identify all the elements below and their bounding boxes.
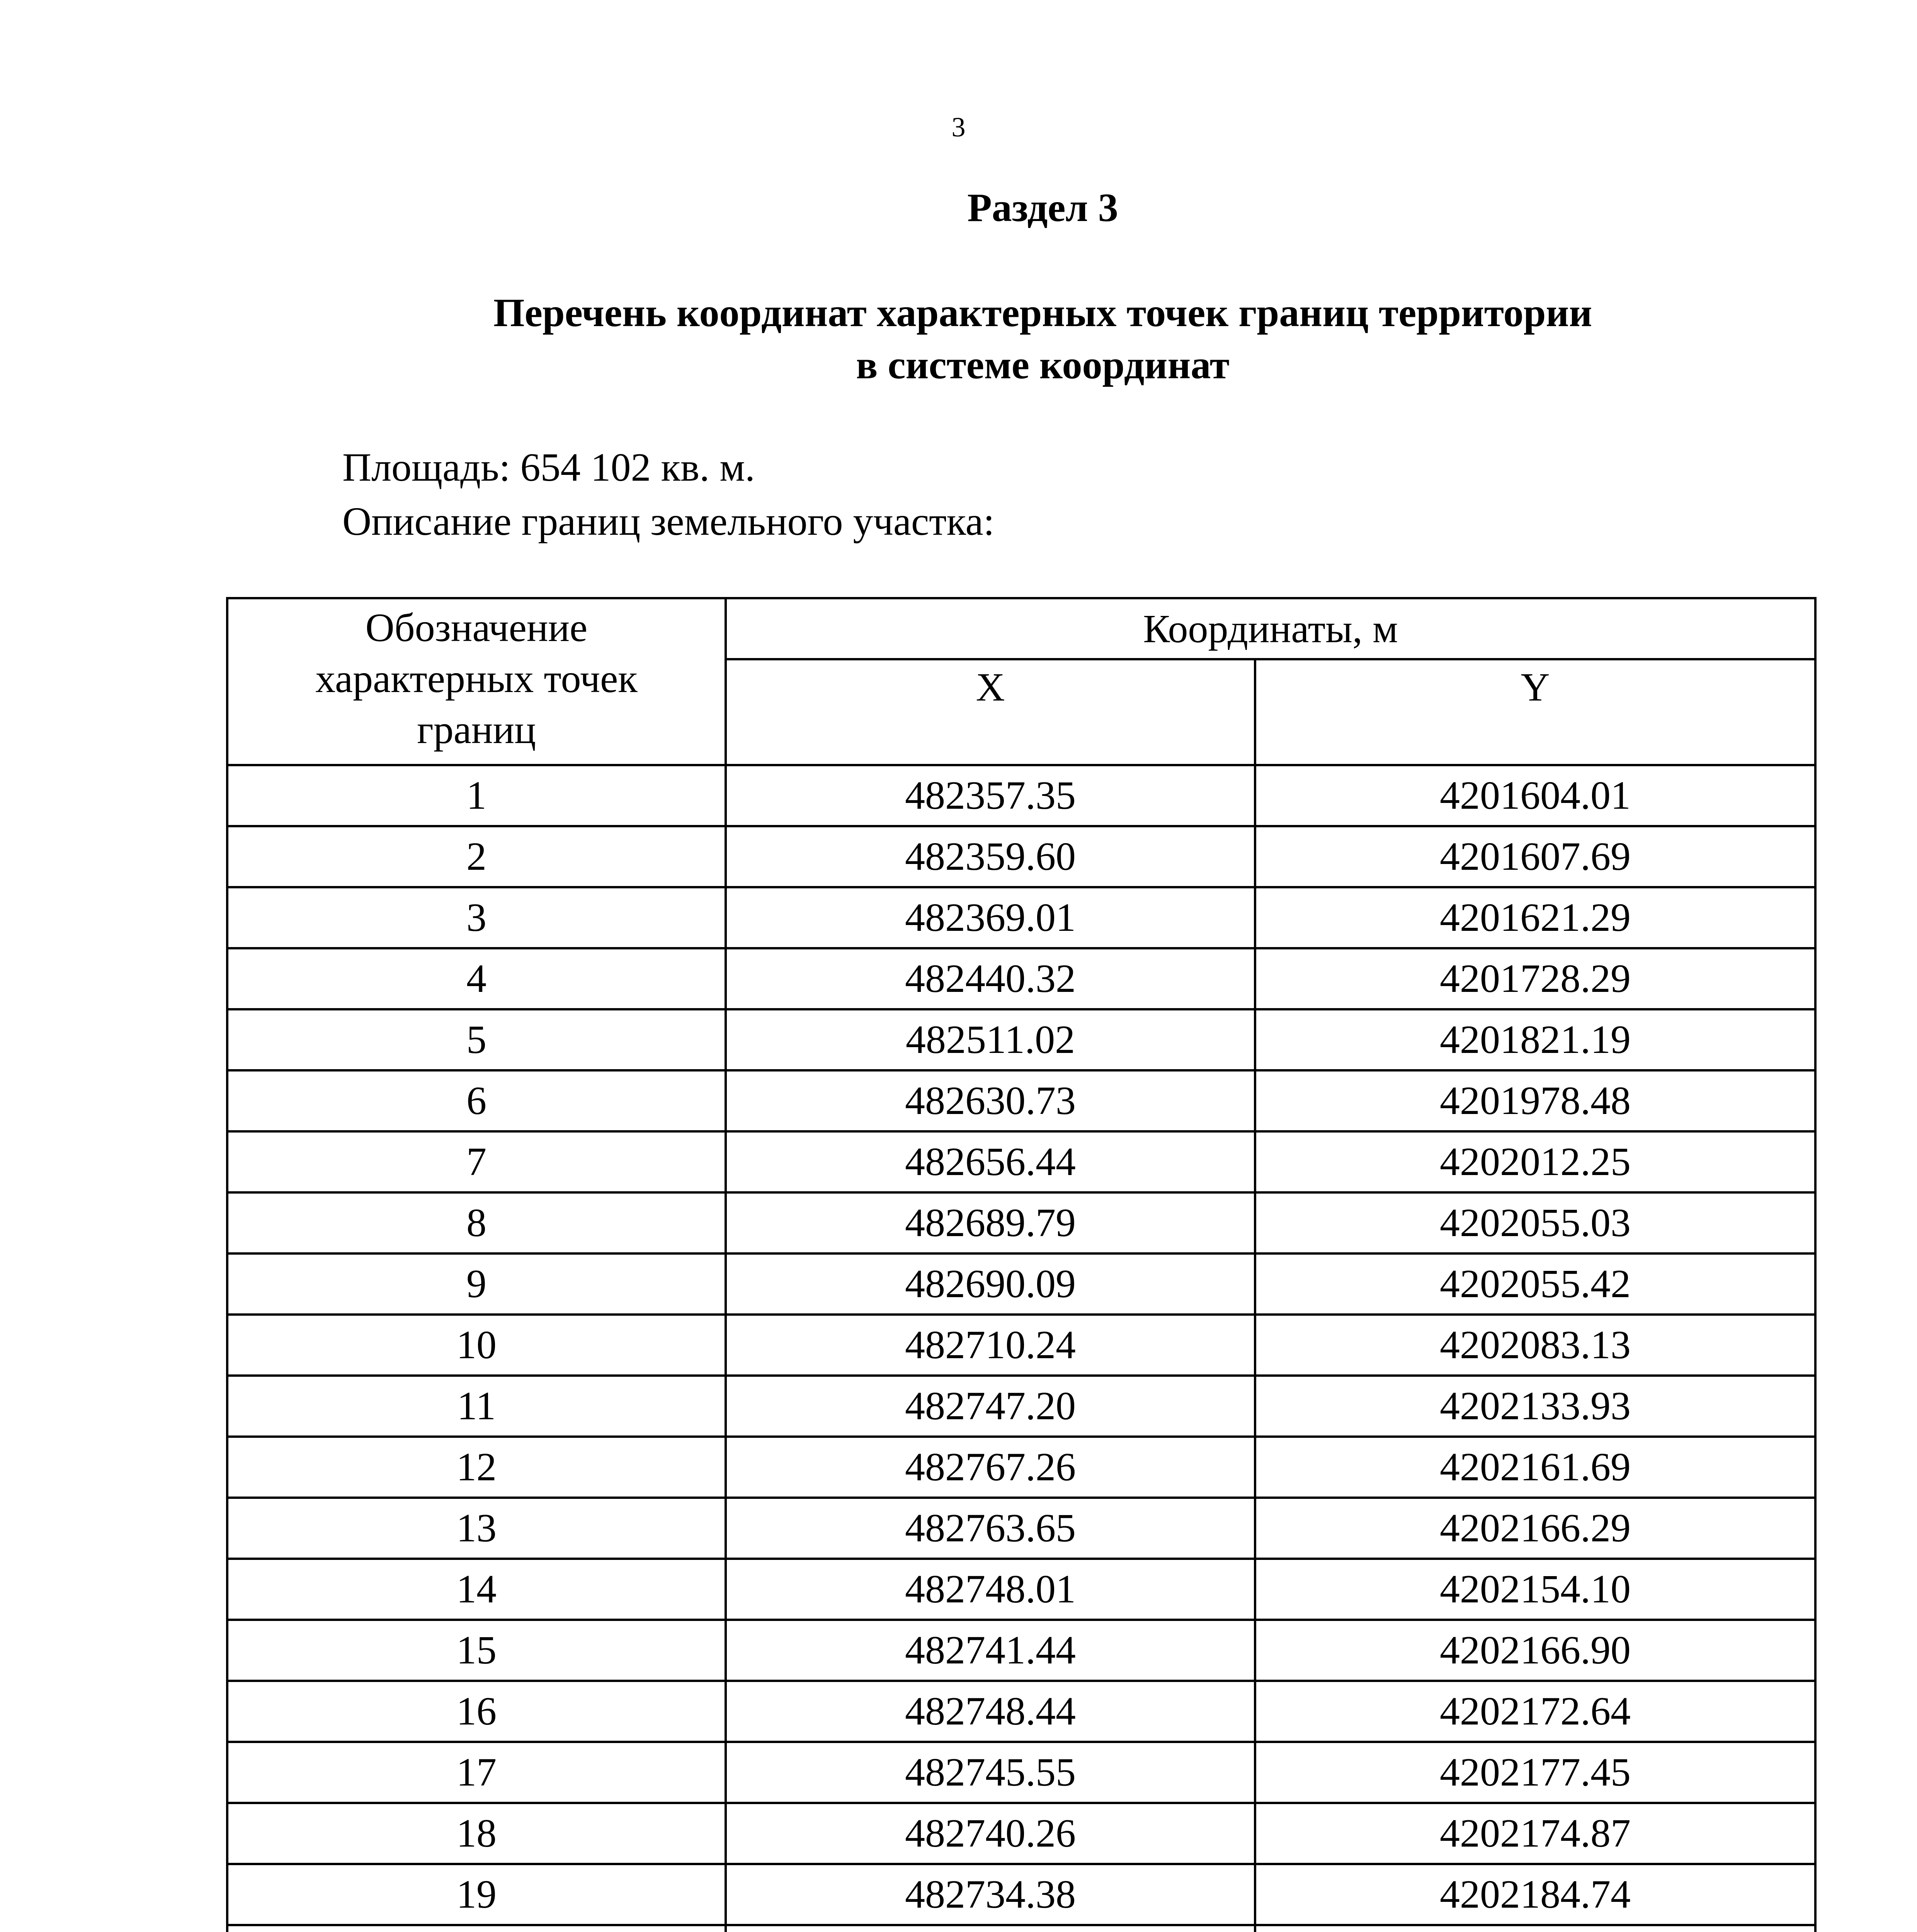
point-number-cell: 4 [227,948,726,1009]
coordinates-header: Координаты, м [726,598,1815,659]
x-coordinate-cell: 482767.26 [726,1437,1255,1498]
point-number-cell: 7 [227,1131,726,1192]
y-coordinate-cell: 4201604.01 [1255,765,1815,826]
table-row [227,765,1815,826]
y-coordinate-cell: 4202184.74 [1255,1864,1815,1925]
point-number-cell: 1 [227,765,726,826]
table-row [227,1070,1815,1131]
table-row [227,1498,1815,1559]
y-coordinate-cell: 4202012.25 [1255,1131,1815,1192]
table-row [227,826,1815,887]
table-row [227,1803,1815,1864]
point-number-cell: 11 [227,1376,726,1437]
point-number-cell: 12 [227,1437,726,1498]
document-subtitle [84,287,1917,391]
y-coordinate-cell: 4202177.45 [1255,1742,1815,1803]
x-column-header: X [726,659,1255,765]
table-row [227,1620,1815,1681]
y-coordinate-cell: 4201607.69 [1255,826,1815,887]
y-coordinate-cell: 4201621.29 [1255,887,1815,948]
table-header [227,598,1815,765]
x-coordinate-cell: 482748.01 [726,1559,1255,1620]
table-row [227,1009,1815,1070]
point-number-cell: 6 [227,1070,726,1131]
x-coordinate-cell: 482741.44 [726,1620,1255,1681]
x-coordinate-cell: 482747.20 [726,1376,1255,1437]
y-coordinate-cell: 4202055.03 [1255,1192,1815,1253]
x-coordinate-cell: 482690.09 [726,1253,1255,1315]
y-coordinate-cell: 4201728.29 [1255,948,1815,1009]
point-number-cell: 15 [227,1620,726,1681]
table-row [227,1742,1815,1803]
y-coordinate-cell: 4202083.13 [1255,1315,1815,1376]
point-designation-header [227,598,726,765]
point-number-cell: 18 [227,1803,726,1864]
y-coordinate-cell: 4201978.48 [1255,1070,1815,1131]
x-coordinate-cell: 482689.79 [726,1192,1255,1253]
y-coordinate-cell: 4202172.64 [1255,1681,1815,1742]
y-coordinate-cell: 4202166.90 [1255,1620,1815,1681]
y-coordinate-cell: 4202166.29 [1255,1498,1815,1559]
point-number-cell: 8 [227,1192,726,1253]
point-designation-header-line-3: границ [417,707,536,752]
y-coordinate-cell [1255,1925,1815,1932]
page-number: 3 [951,112,966,143]
table-row [227,1192,1815,1253]
point-number-cell: 2 [227,826,726,887]
section-title: Раздел 3 [967,185,1118,230]
y-coordinate-cell: 4202154.10 [1255,1559,1815,1620]
table-row [227,948,1815,1009]
point-designation-header-line-1: Обозначение [365,605,588,650]
table-row [227,1925,1815,1932]
table-row [227,1864,1815,1925]
y-column-header: Y [1255,659,1815,765]
x-coordinate-cell: 482748.44 [726,1681,1255,1742]
x-coordinate-cell: 482734.38 [726,1864,1255,1925]
y-coordinate-cell: 4202174.87 [1255,1803,1815,1864]
table-row [227,1681,1815,1742]
area-text: Площадь: 654 102 кв. м. [342,445,755,490]
point-number-cell: 19 [227,1864,726,1925]
point-number-cell: 13 [227,1498,726,1559]
x-coordinate-cell: 482763.65 [726,1498,1255,1559]
point-number-cell: 16 [227,1681,726,1742]
point-number-cell [227,1925,726,1932]
table-body [227,765,1815,1932]
point-designation-header-line-2: характерных точек [315,656,638,701]
x-coordinate-cell: 482357.35 [726,765,1255,826]
point-number-cell: 9 [227,1253,726,1315]
table-row [227,887,1815,948]
x-coordinate-cell: 482740.26 [726,1803,1255,1864]
point-number-cell: 17 [227,1742,726,1803]
boundary-description-label: Описание границ земельного участка: [342,499,995,544]
x-coordinate-cell: 482630.73 [726,1070,1255,1131]
y-coordinate-cell: 4202133.93 [1255,1376,1815,1437]
point-number-cell: 5 [227,1009,726,1070]
y-coordinate-cell: 4202161.69 [1255,1437,1815,1498]
table-row [227,1437,1815,1498]
table-row [227,1131,1815,1192]
x-coordinate-cell: 482710.24 [726,1315,1255,1376]
subtitle-line-1: Перечень координат характерных точек границ территории [493,291,1592,335]
x-coordinate-cell: 482745.55 [726,1742,1255,1803]
x-coordinate-cell: 482359.60 [726,826,1255,887]
table-row [227,1559,1815,1620]
x-coordinate-cell: 482440.32 [726,948,1255,1009]
table-row [227,1253,1815,1315]
plot-info [342,440,995,549]
x-coordinate-cell: 482511.02 [726,1009,1255,1070]
y-coordinate-cell: 4202055.42 [1255,1253,1815,1315]
table-row [227,1315,1815,1376]
point-number-cell: 10 [227,1315,726,1376]
table-row [227,1376,1815,1437]
point-number-cell: 3 [227,887,726,948]
x-coordinate-cell: 482369.01 [726,887,1255,948]
point-number-cell: 14 [227,1559,726,1620]
y-coordinate-cell: 4201821.19 [1255,1009,1815,1070]
x-coordinate-cell [726,1925,1255,1932]
x-coordinate-cell: 482656.44 [726,1131,1255,1192]
subtitle-line-2: в системе координат [856,343,1230,387]
coordinates-table [226,597,1817,1932]
